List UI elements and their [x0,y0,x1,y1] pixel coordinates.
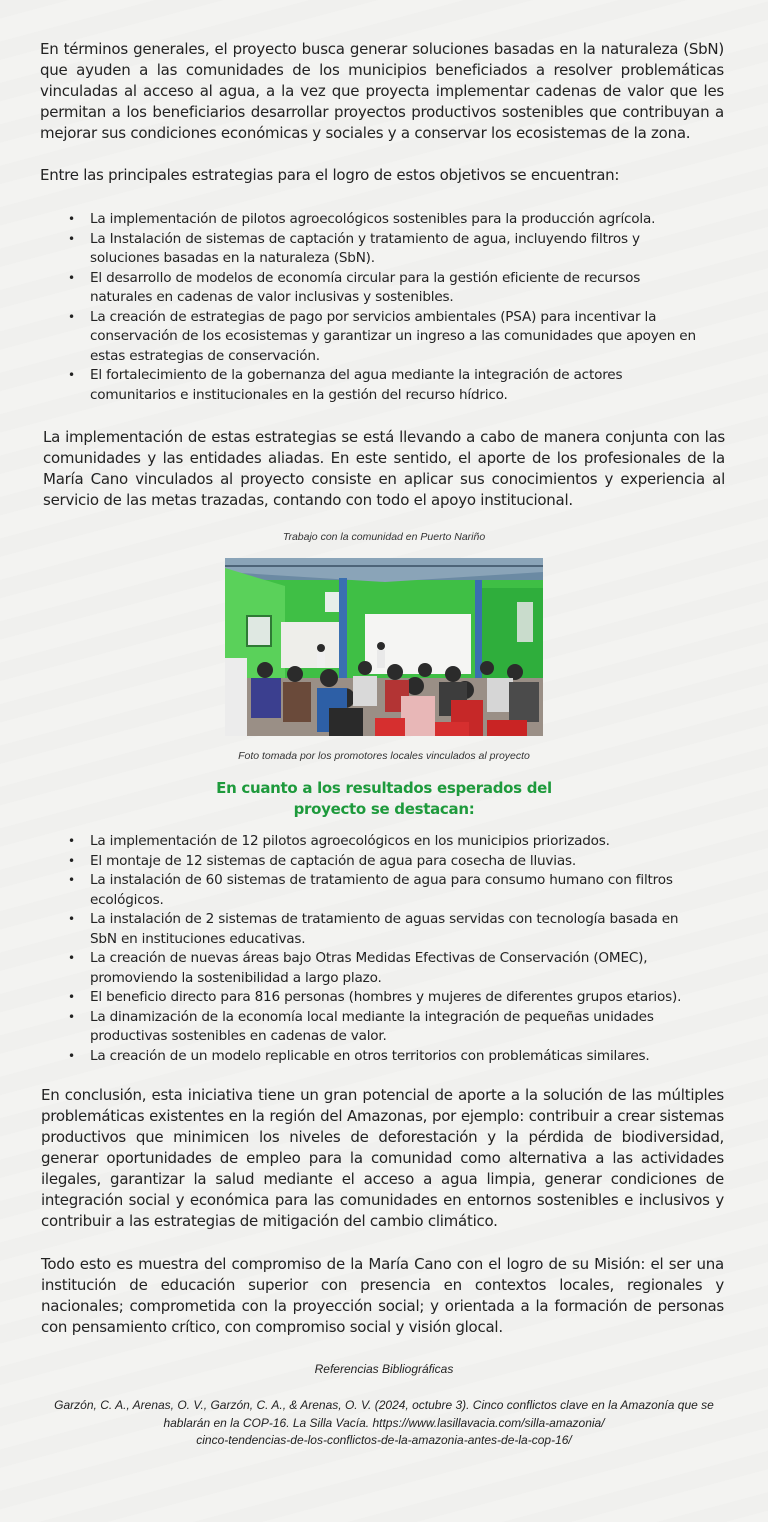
strategies-lead: Entre las principales estrategias para el logro de estos objetivos se encuentran: [40,166,620,184]
list-item-text: El montaje de 12 sistemas de captación de agua para cosecha de lluvias. [90,852,576,869]
list-item-text: La creación de estrategias de pago por servicios ambientales (PSA) para incentivar la conservación de los ecosistemas y garantizar un ingreso a las comunidades que apoyen en estas estrategias de conservación. [90,308,696,364]
bullet-icon: • [68,834,75,848]
community-meeting-photo [225,558,543,736]
list-item-text: El desarrollo de modelos de economía circular para la gestión eficiente de recursos naturales en cadenas de valor inclusivas y sostenibles. [90,269,641,305]
references-title: Referencias Bibliográficas [314,1362,454,1376]
bullet-icon: • [68,270,75,285]
list-item [68,832,704,852]
results-list [68,832,704,1066]
bullet-icon: • [68,309,75,324]
list-item [68,210,704,230]
list-item [68,988,704,1008]
list-item [68,871,704,910]
bullet-icon: • [68,1009,75,1024]
strategies-list [68,210,704,405]
bullet-icon: • [68,912,75,926]
bullet-icon: • [68,990,75,1004]
photo-caption-top: Trabajo con la comunidad en Puerto Nariño [282,531,486,543]
list-item [68,308,704,367]
list-item-text: El beneficio directo para 816 personas (hombres y mujeres de diferentes grupos etarios). [90,989,682,1005]
bullet-icon: • [68,853,75,868]
photo-caption-bottom: Foto tomada por los promotores locales vinculados al proyecto [238,750,530,762]
list-item-text: La creación de un modelo replicable en otros territorios con problemáticas similares. [90,1047,650,1064]
list-item [68,366,704,405]
references-entry [50,1397,718,1450]
list-item [68,949,704,988]
reference-line-1: Garzón, C. A., Arenas, O. V., Garzón, C. A., & Arenas, O. V. (2024, octubre 3). Cinco conflictos clave en la Amazonía que se [54,1398,714,1412]
bullet-icon: • [68,1048,75,1063]
list-item [68,230,704,269]
bullet-icon: • [68,951,75,965]
results-heading-line1: En cuanto a los resultados esperados del [216,779,552,797]
results-heading [0,778,768,820]
list-item-text: La implementación de pilotos agroecológicos sostenibles para la producción agrícola. [90,211,656,227]
implementation-paragraph: La implementación de estas estrategias se está llevando a cabo de manera conjunta con las comunidades y las entidades aliadas. En este sentido, el aporte de los profesionales de la María Cano vinculados al proyecto consiste en aplicar sus conocimientos y experiencia al servicio de las metas trazadas, contando con todo el apoyo institucional. [43,428,725,509]
list-item-text: La creación de nuevas áreas bajo Otras Medidas Efectivas de Conservación (OMEC), promoviendo la sostenibilidad a largo plazo. [90,950,648,986]
bullet-icon: • [68,212,75,226]
bullet-icon: • [68,873,75,887]
list-item [68,269,704,308]
list-item-text: La dinamización de la economía local mediante la integración de pequeñas unidades productivas sostenibles en cadenas de valor. [90,1008,654,1044]
conclusion-paragraph: En conclusión, esta iniciativa tiene un gran potencial de aporte a la solución de las múltiples problemáticas existentes en la región del Amazonas, por ejemplo: contribuir a crear sistemas productivos que minimicen los niveles de deforestación y la pérdida de biodiversidad, generar oportunidades de empleo para la comunidad como alternativa a las actividades ilegales, garantizar la salud mediante el acceso a agua limpia, generar condiciones de integración social y económica para las comunidades en entornos sostenibles e inclusivos y contribuir a las estrategias de mitigación del cambio climático. [41,1086,724,1230]
list-item [68,852,704,872]
list-item [68,1008,704,1047]
reference-line-2[interactable]: hablarán en la COP-16. La Silla Vacía. https://www.lasillavacia.com/silla-amazonia/ [163,1415,605,1430]
results-heading-line2: proyecto se destacan: [293,800,475,818]
reference-line-3[interactable]: cinco-tendencias-de-los-conflictos-de-la-amazonia-antes-de-la-cop-16/ [196,1433,572,1447]
bullet-icon: • [68,231,75,246]
list-item [68,1047,704,1067]
list-item-text: El fortalecimiento de la gobernanza del agua mediante la integración de actores comunitarios e institucionales en la gestión del recurso hídrico. [90,367,623,403]
bullet-icon: • [68,368,75,382]
list-item-text: La Instalación de sistemas de captación y tratamiento de agua, incluyendo filtros y soluciones basadas en la naturaleza (SbN). [90,230,640,266]
list-item [68,910,704,949]
intro-paragraph: En términos generales, el proyecto busca generar soluciones basadas en la naturaleza (SbN) que ayuden a las comunidades de los municipios beneficiados a resolver problemáticas vinculadas al acceso al agua, a la vez que proyecta implementar cadenas de valor que les permitan a los beneficiarios desarrollar proyectos productivos sostenibles que contribuyan a mejorar sus condiciones económicas y sociales y a conservar los ecosistemas de la zona. [40,40,724,142]
list-item-text: La implementación de 12 pilotos agroecológicos en los municipios priorizados. [90,833,610,849]
list-item-text: La instalación de 2 sistemas de tratamiento de aguas servidas con tecnología basada en SbN en instituciones educativas. [90,911,679,947]
commitment-paragraph: Todo esto es muestra del compromiso de la María Cano con el logro de su Misión: el ser una institución de educación superior con presencia en contextos locales, regionales y nacionales; comprometida con la proyección social; y orientada a la formación de personas con pensamiento crítico, con compromiso social y visión glocal. [41,1255,724,1336]
list-item-text: La instalación de 60 sistemas de tratamiento de agua para consumo humano con filtros ecológicos. [90,872,673,908]
